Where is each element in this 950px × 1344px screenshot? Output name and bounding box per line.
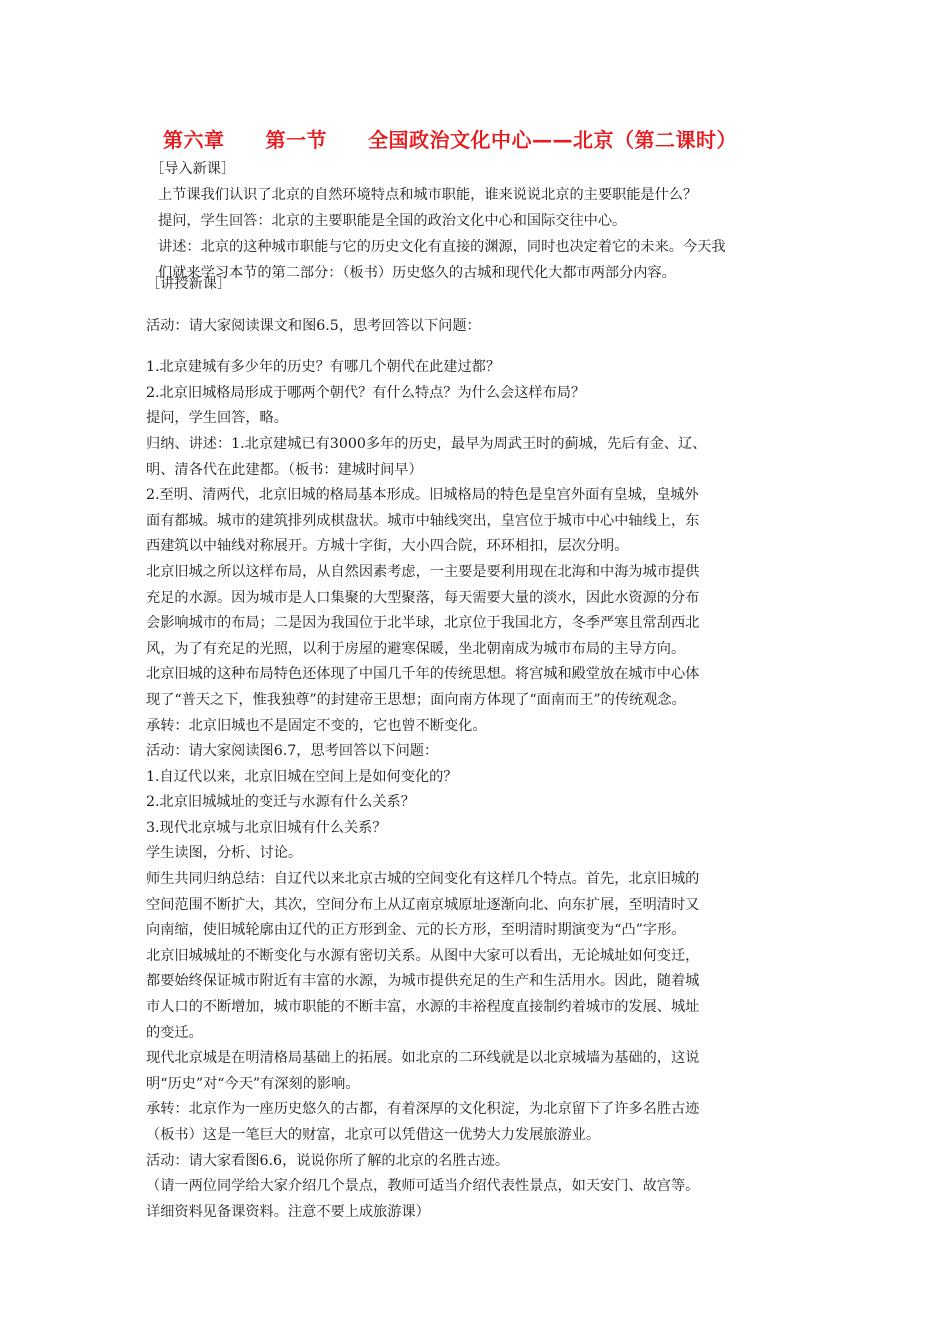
body-line: 风，为了有充足的光照，以利于房屋的避寒保暖，坐北朝南成为城市布局的主导方向。	[146, 640, 686, 657]
section-heading: ［讲授新课］	[146, 276, 232, 292]
body-line: 现了“普天之下，惟我独尊”的封建帝王思想；面向南方体现了“面南而王”的传统观念。	[146, 691, 686, 708]
body-line: 提问，学生回答，略。	[146, 410, 288, 427]
body-line: 市人口的不断增加，城市职能的不断丰富，水源的丰裕程度直接制约着城市的发展、城址	[146, 999, 700, 1016]
page-title: 第六章 第一节 全国政治文化中心——北京（第二课时）	[163, 128, 737, 152]
body-line: 空间范围不断扩大，其次，空间分布上从辽南京城原址逐渐向北、向东扩展，至明清时又	[146, 896, 700, 913]
intro-heading: ［导入新课］	[150, 161, 236, 177]
intro-paragraph-line: 们就来学习本节的第二部分：（板书）历史悠久的古城和现代化大都市两部分内容。	[158, 265, 676, 281]
activity-prompt: 活动：请大家阅读课文和图6.5，思考回答以下问题：	[146, 317, 481, 334]
body-line: 会影响城市的布局；二是因为我国位于北半球，北京位于我国北方，冬季严寒且常刮西北	[146, 615, 700, 632]
body-line: 活动：请大家看图6.6，说说你所了解的北京的名胜古迹。	[146, 1152, 510, 1169]
intro-section	[146, 156, 826, 286]
body-line: 北京旧城城址的不断变化与水源有密切关系。从图中大家可以看出，无论城址如何变迁，	[146, 947, 700, 964]
body-line: 详细资料见备课资料。注意不要上成旅游课）	[146, 1203, 430, 1220]
intro-paragraph-line: 讲述：北京的这种城市职能与它的历史文化有直接的渊源，同时也决定着它的未来。今天我	[158, 239, 726, 255]
body-line: 学生读图，分析、讨论。	[146, 845, 303, 862]
body-line: （请一两位同学给大家介绍几个景点，教师可适当介绍代表性景点，如天安门、故宫等。	[146, 1178, 700, 1195]
body-lines	[146, 355, 826, 1225]
body-line: 承转：北京作为一座历史悠久的古都，有着深厚的文化积淀，为北京留下了许多名胜古迹	[146, 1101, 700, 1118]
body-line: 1.北京建城有多少年的历史？有哪几个朝代在此建过都？	[146, 359, 501, 376]
body-line: 3.现代北京城与北京旧城有什么关系？	[146, 819, 387, 836]
body-line: 现代北京城是在明清格局基础上的拓展。如北京的二环线就是以北京城墙为基础的，这说	[146, 1050, 700, 1067]
body-line: 2.至明、清两代，北京旧城的格局基本形成。旧城格局的特色是皇宫外面有皇城，皇城外	[146, 487, 699, 504]
intro-paragraph-line: 上节课我们认识了北京的自然环境特点和城市职能，谁来说说北京的主要职能是什么？	[158, 187, 698, 203]
body-line: 2.北京旧城格局形成于哪两个朝代？有什么特点？为什么会这样布局？	[146, 384, 586, 401]
body-line: 都要始终保证城市附近有丰富的水源，为城市提供充足的生产和生活用水。因此，随着城	[146, 973, 700, 990]
body-line: 充足的水源。因为城市是人口集聚的大型聚落，每天需要大量的淡水，因此水资源的分布	[146, 589, 700, 606]
body-line: 归纳、讲述：1.北京建城已有3000多年的历史，最早为周武王时的蓟城，先后有金、辽、	[146, 435, 707, 452]
intro-paragraph-line: 提问，学生回答：北京的主要职能是全国的政治文化中心和国际交往中心。	[158, 213, 627, 229]
body-line: 面有都城。城市的建筑排列成棋盘状。城市中轴线突出，皇宫位于城市中心中轴线上，东	[146, 512, 700, 529]
body-line: 师生共同归纳总结：自辽代以来北京古城的空间变化有这样几个特点。首先，北京旧城的	[146, 871, 700, 888]
body-line: 的变迁。	[146, 1024, 203, 1041]
body-line: 向南缩，使旧城轮廓由辽代的正方形到金、元的长方形，至明清时期演变为“凸”字形。	[146, 922, 686, 939]
body-line: 北京旧城之所以这样布局，从自然因素考虑，一主要是要利用现在北海和中海为城市提供	[146, 563, 700, 580]
body-line: 承转：北京旧城也不是固定不变的，它也曾不断变化。	[146, 717, 487, 734]
lesson-body	[146, 272, 826, 1225]
body-line: 北京旧城的这种布局特色还体现了中国几千年的传统思想。将宫城和殿堂放在城市中心体	[146, 666, 700, 683]
body-line: （板书）这是一笔巨大的财富，北京可以凭借这一优势大力发展旅游业。	[146, 1127, 601, 1143]
body-line: 明“历史”对“今天”有深刻的影响。	[146, 1075, 360, 1092]
body-line: 1.自辽代以来，北京旧城在空间上是如何变化的？	[146, 768, 458, 785]
body-line: 2.北京旧城城址的变迁与水源有什么关系？	[146, 794, 415, 811]
body-line: 西建筑以中轴线对称展开。方城十字街，大小四合院，环环相扣，层次分明。	[146, 538, 629, 555]
body-line: 明、清各代在此建都。（板书：建城时间早）	[146, 461, 423, 478]
body-line: 活动：请大家阅读图6.7，思考回答以下问题：	[146, 743, 439, 760]
